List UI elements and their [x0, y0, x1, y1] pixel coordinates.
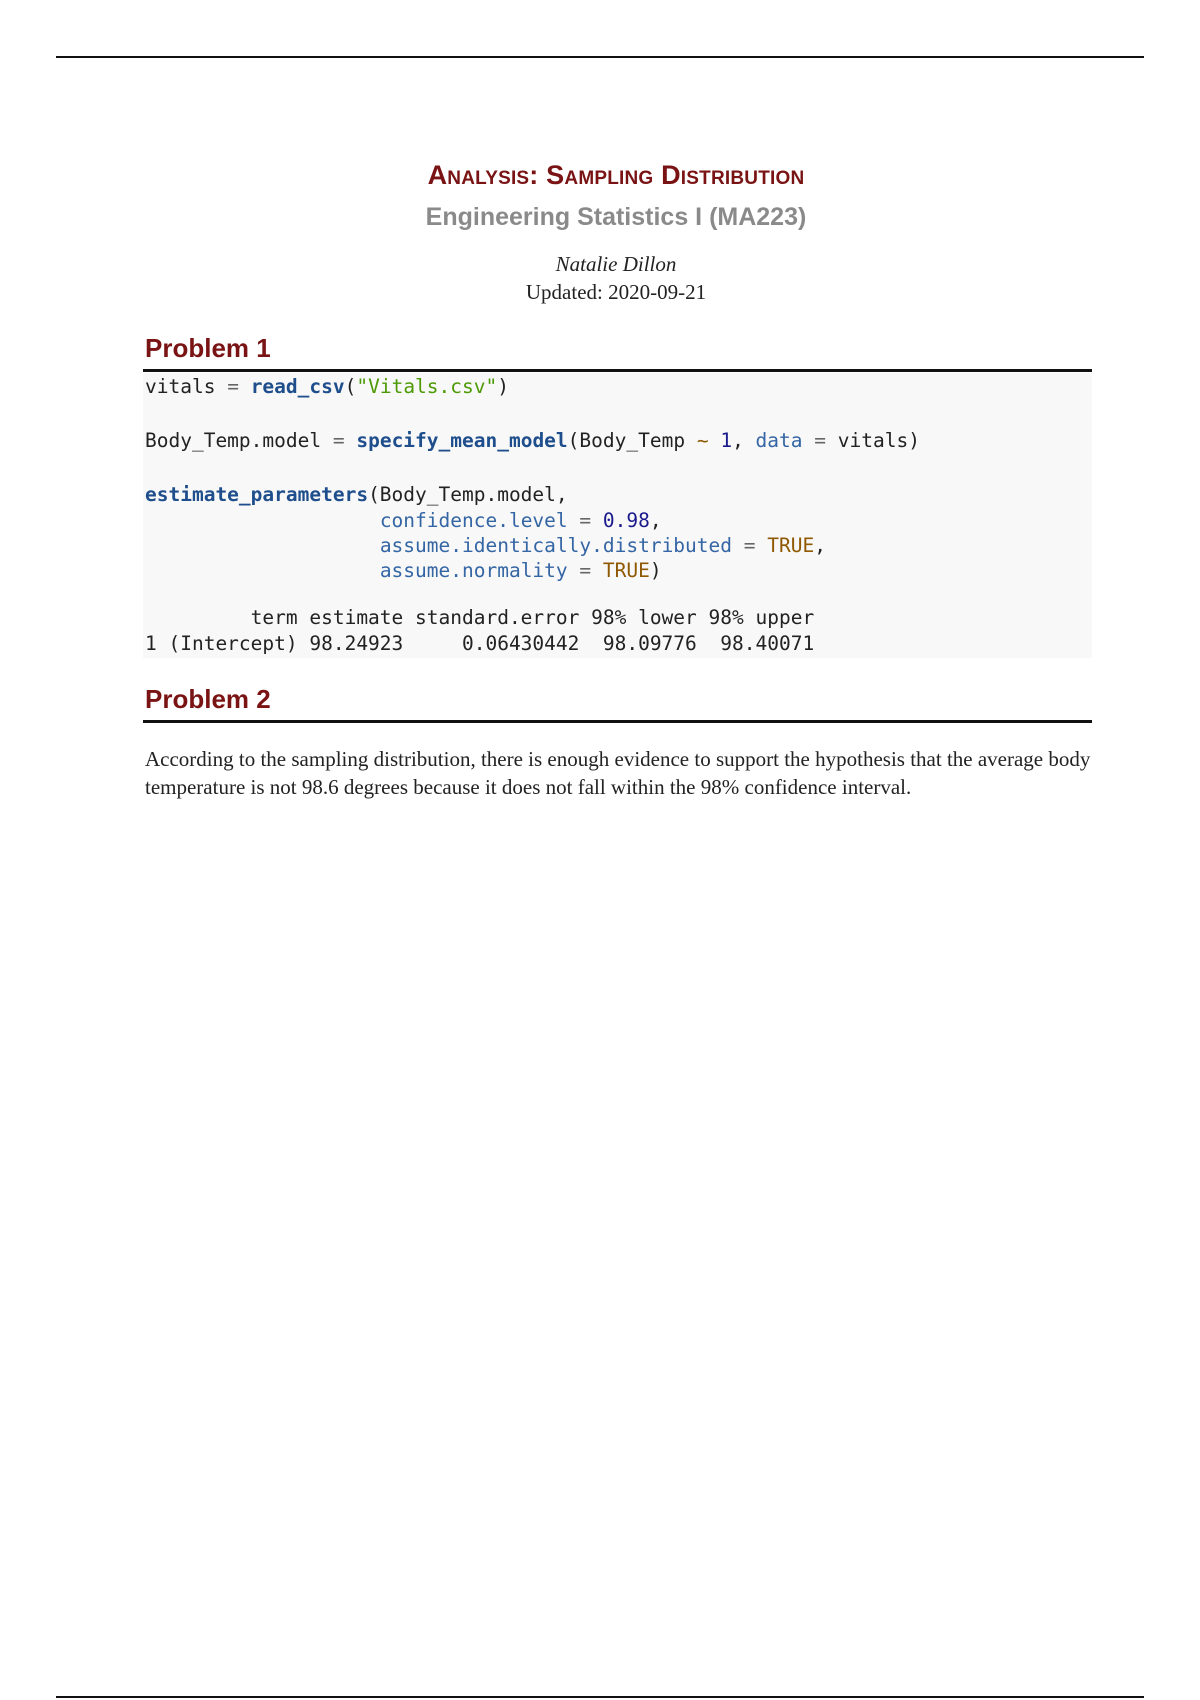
code-line-specify-model — [145, 431, 920, 451]
code-line-identically — [145, 536, 826, 556]
code-token: vitals — [145, 375, 216, 398]
document-updated-date: Updated: 2020-09-21 — [525, 280, 707, 304]
code-indent — [145, 509, 380, 532]
code-function: specify_mean_model — [356, 429, 568, 452]
code-block — [143, 373, 1092, 658]
code-string: "Vitals.csv" — [356, 375, 498, 398]
problem-2-answer: According to the sampling distribution, there is enough evidence to support the hypothesis that the average body temperature is not 98.6 degrees because it does not fall within the 98% confidence interval. — [145, 747, 1091, 799]
code-number: 0.98 — [602, 509, 650, 532]
code-token: Body_Temp.model — [145, 429, 322, 452]
code-token: = — [732, 534, 768, 557]
page-top-rule — [56, 56, 1144, 58]
problem-2-rule — [143, 720, 1092, 723]
code-token: (Body_Temp.model, — [368, 483, 568, 506]
code-literal: TRUE — [767, 534, 815, 557]
code-number: 1 — [720, 429, 733, 452]
code-argument: data — [755, 429, 803, 452]
code-function: estimate_parameters — [145, 483, 369, 506]
code-literal: TRUE — [602, 559, 650, 582]
code-token: = — [567, 509, 603, 532]
code-argument: assume.normality — [379, 559, 568, 582]
code-token — [709, 429, 721, 452]
page-bottom-rule — [56, 1696, 1144, 1698]
code-line-read-csv — [145, 377, 509, 397]
code-token: = — [802, 429, 838, 452]
code-argument: confidence.level — [379, 509, 568, 532]
code-line-normality — [145, 561, 662, 581]
code-token: (Body_Temp — [567, 429, 697, 452]
code-token: , — [814, 534, 826, 557]
output-header-row: term estimate standard.error 98% lower 98% upper — [145, 606, 815, 629]
problem-2-heading: Problem 2 — [145, 684, 271, 714]
code-indent — [145, 534, 380, 557]
output-data-row: 1 (Intercept) 98.24923 0.06430442 98.09776 98.40071 — [145, 632, 815, 655]
code-token: = — [321, 429, 357, 452]
code-token: = — [215, 375, 251, 398]
code-token: ) — [649, 559, 662, 582]
document-title: Analysis: Sampling Distribution — [427, 160, 805, 190]
code-function: read_csv — [250, 375, 345, 398]
document-author: Natalie Dillon — [555, 252, 677, 276]
code-indent — [145, 559, 380, 582]
code-token: ( — [344, 375, 357, 398]
code-operator: ~ — [696, 429, 709, 452]
code-line-estimate — [145, 485, 568, 505]
code-token: vitals) — [837, 429, 920, 452]
document-subtitle: Engineering Statistics I (MA223) — [425, 203, 807, 231]
code-token: , — [732, 429, 756, 452]
problem-1-rule — [143, 369, 1092, 372]
code-token: = — [567, 559, 603, 582]
code-line-confidence — [145, 511, 662, 531]
code-token: ) — [497, 375, 509, 398]
code-token: , — [649, 509, 662, 532]
code-argument: assume.identically.distributed — [379, 534, 733, 557]
problem-1-heading: Problem 1 — [145, 333, 271, 363]
